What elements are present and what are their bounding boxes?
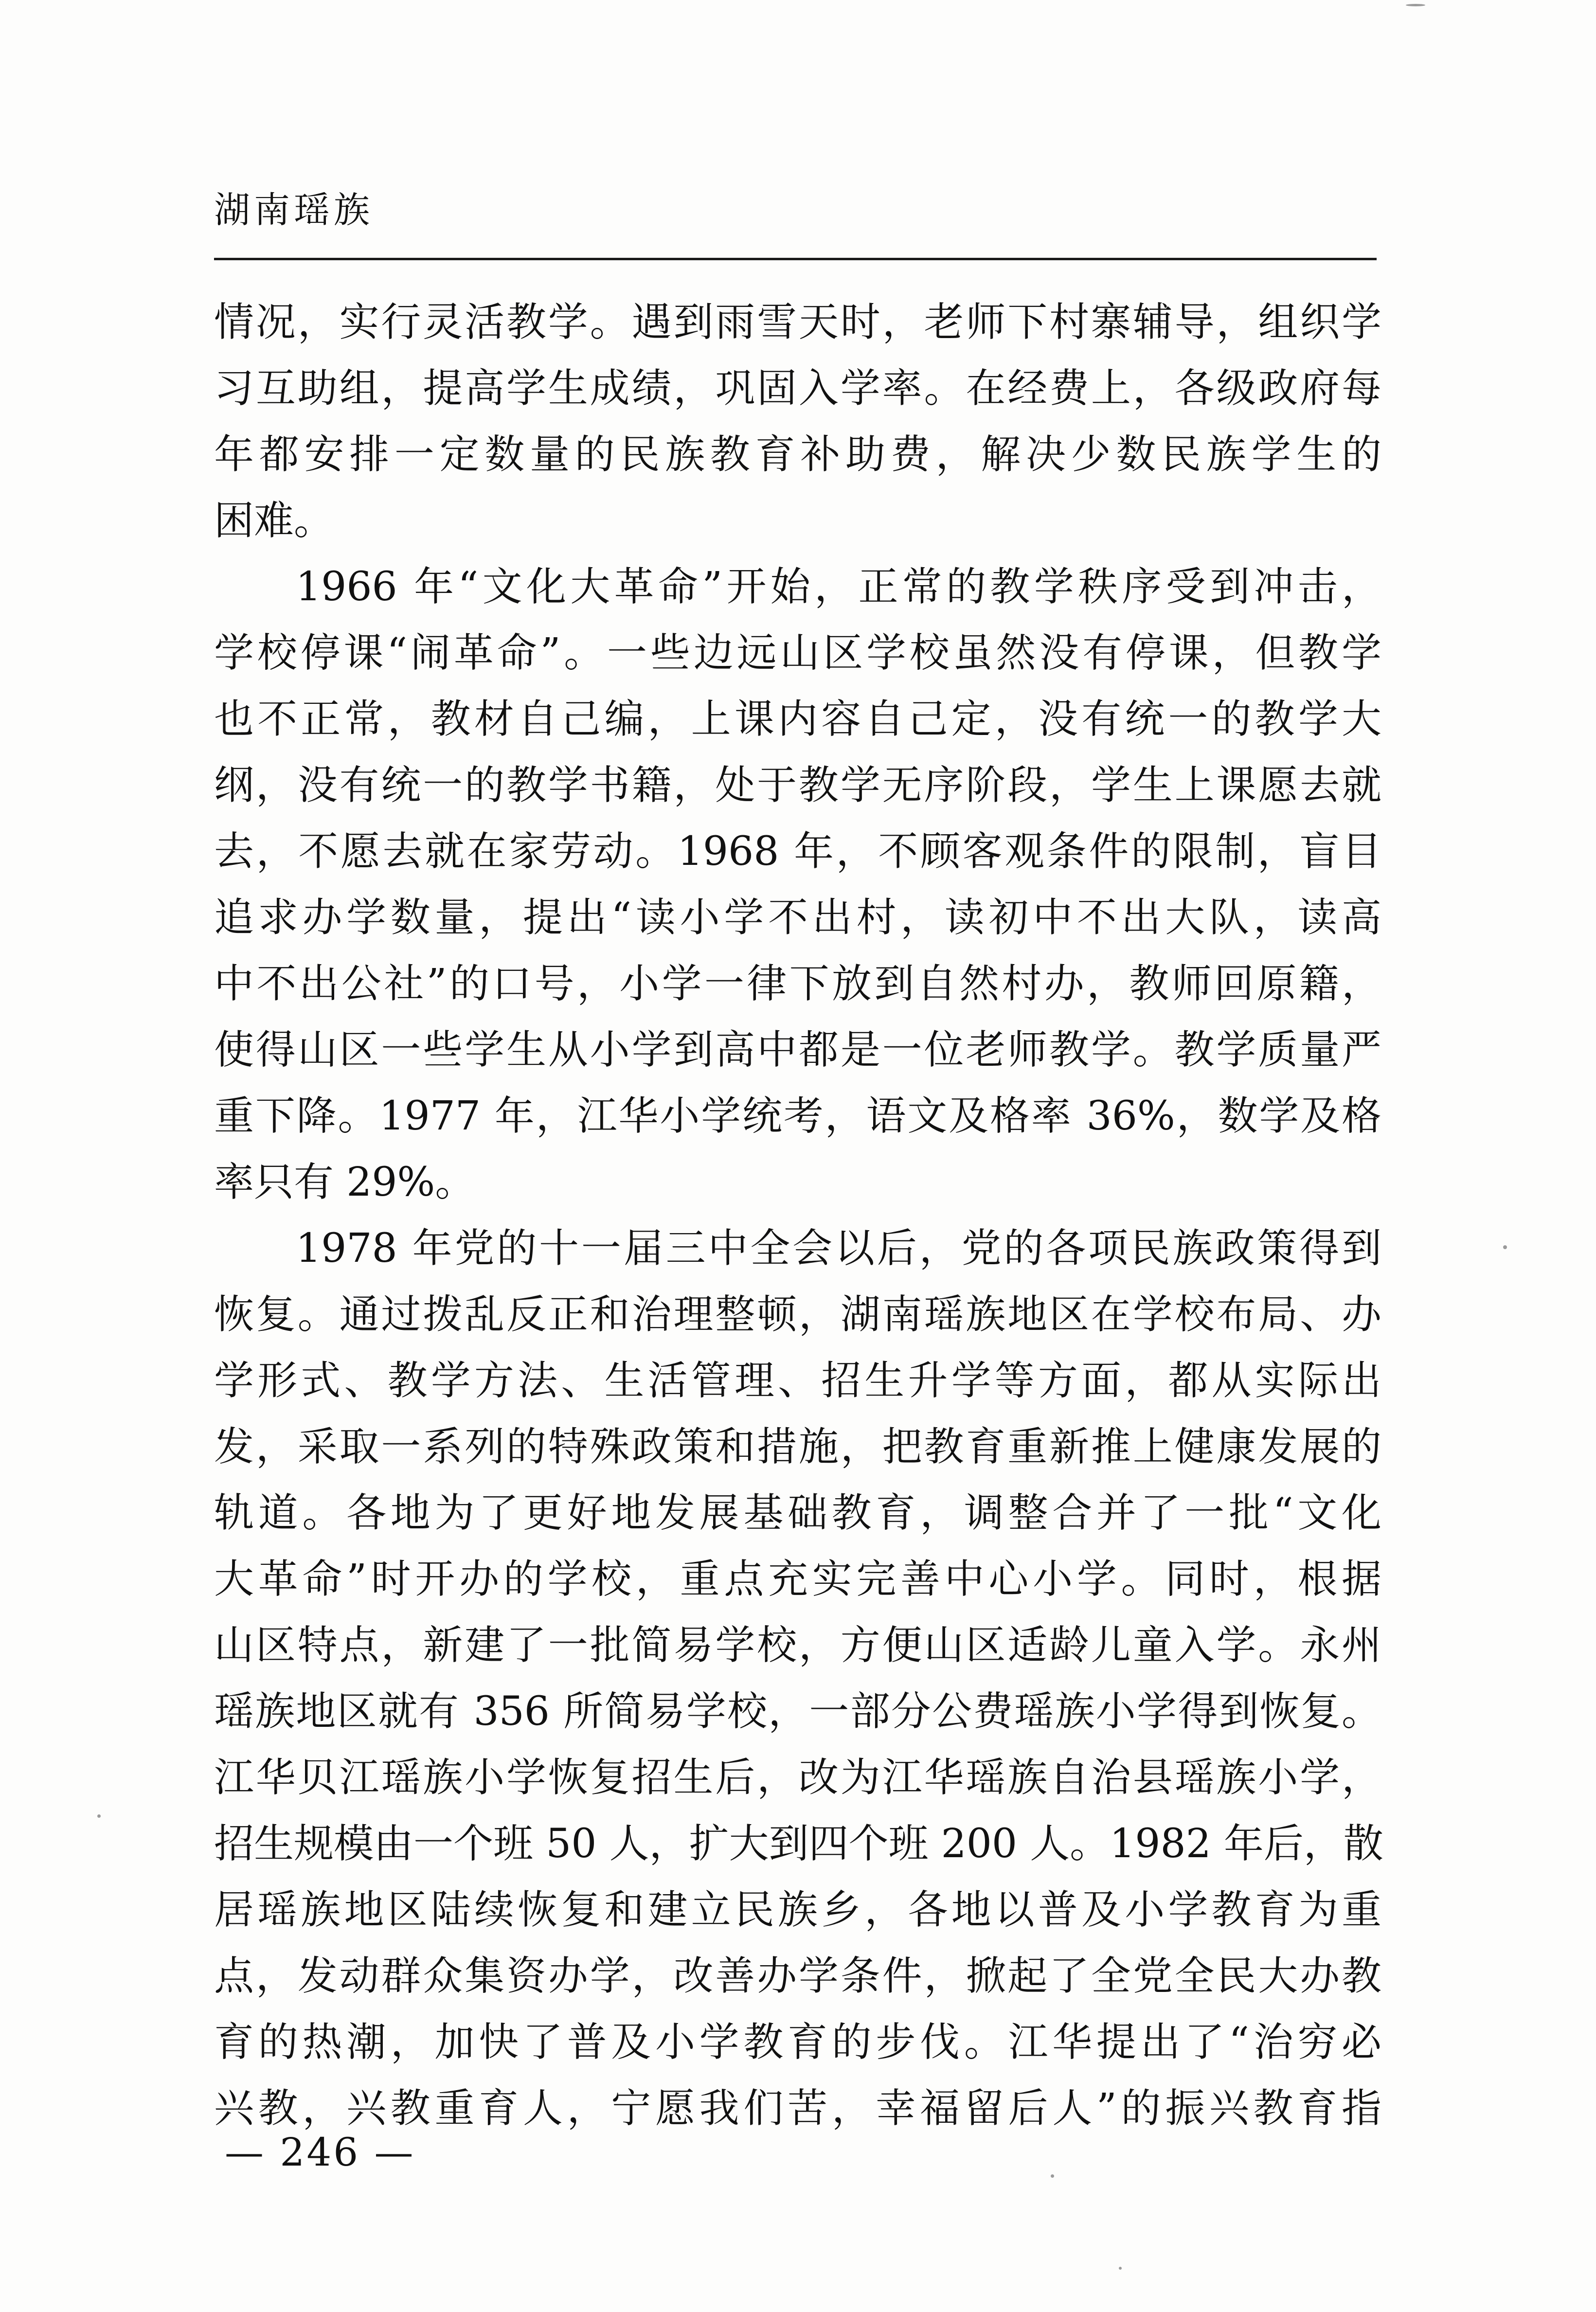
text-line: 居瑶族地区陆续恢复和建立民族乡，各地以普及小学教育为重 [214, 1887, 1381, 1933]
scan-speck [1503, 1245, 1507, 1249]
text-line: 习互助组，提高学生成绩，巩固入学率。在经费上，各级政府每 [214, 365, 1381, 412]
text-line: 使得山区一些学生从小学到高中都是一位老师教学。教学质量严 [214, 1027, 1381, 1073]
text-line: 情况，实行灵活教学。遇到雨雪天时，老师下村寨辅导，组织学 [214, 299, 1381, 345]
text-line: 学校停课“闹革命”。一些边远山区学校虽然没有停课，但教学 [214, 630, 1381, 676]
text-line: 江华贝江瑶族小学恢复招生后，改为江华瑶族自治县瑶族小学， [214, 1755, 1381, 1801]
header-rule [214, 258, 1377, 260]
text-line: 轨道。各地为了更好地发展基础教育，调整合并了一批“文化 [214, 1490, 1381, 1536]
text-line: 招生规模由一个班 50 人，扩大到四个班 200 人。1982 年后，散 [214, 1821, 1383, 1867]
page-number: — 246 — [225, 2130, 415, 2175]
text-line: 发，采取一系列的特殊政策和措施，把教育重新推上健康发展的 [214, 1424, 1381, 1470]
scan-speck [1051, 2174, 1054, 2178]
text-line: 追求办学数量，提出“读小学不出村，读初中不出大队，读高 [214, 895, 1381, 941]
scan-speck [1119, 2267, 1122, 2270]
text-line: 也不正常，教材自己编，上课内容自己定，没有统一的教学大 [214, 696, 1381, 742]
text-line: 学形式、教学方法、生活管理、招生升学等方面，都从实际出 [214, 1358, 1381, 1404]
scan-speck [1406, 4, 1425, 6]
text-line: 瑶族地区就有 356 所简易学校，一部分公费瑶族小学得到恢复。 [214, 1688, 1381, 1735]
body-text [214, 289, 1381, 2142]
text-line: 山区特点，新建了一批简易学校，方便山区适龄儿童入学。永州 [214, 1622, 1381, 1668]
paragraph-start-line: 1978 年党的十一届三中全会以后，党的各项民族政策得到 [296, 1225, 1381, 1272]
text-line: 年都安排一定数量的民族教育补助费，解决少数民族学生的 [214, 431, 1381, 478]
scan-speck [97, 1814, 101, 1818]
text-line: 兴教，兴教重育人，宁愿我们苦，幸福留后人”的振兴教育指 [214, 2085, 1381, 2132]
text-line: 去，不愿去就在家劳动。1968 年，不顾客观条件的限制，盲目 [214, 828, 1381, 875]
text-line: 率只有 29%。 [214, 1159, 475, 1205]
text-line: 育的热潮，加快了普及小学教育的步伐。江华提出了“治穷必 [214, 2019, 1381, 2065]
text-line: 中不出公社”的口号，小学一律下放到自然村办，教师回原籍， [214, 961, 1381, 1007]
running-header: 湖南瑶族 [214, 189, 374, 231]
text-line: 恢复。通过拨乱反正和治理整顿，湖南瑶族地区在学校布局、办 [214, 1291, 1381, 1338]
paragraph-start-line: 1966 年“文化大革命”开始，正常的教学秩序受到冲击， [296, 564, 1381, 610]
text-line: 纲，没有统一的教学书籍，处于教学无序阶段，学生上课愿去就 [214, 762, 1381, 808]
text-line: 点，发动群众集资办学，改善办学条件，掀起了全党全民大办教 [214, 1953, 1381, 1999]
text-line: 大革命”时开办的学校，重点充实完善中心小学。同时，根据 [214, 1556, 1381, 1602]
text-line: 困难。 [214, 498, 334, 544]
text-line: 重下降。1977 年，江华小学统考，语文及格率 36%，数学及格 [214, 1093, 1381, 1139]
